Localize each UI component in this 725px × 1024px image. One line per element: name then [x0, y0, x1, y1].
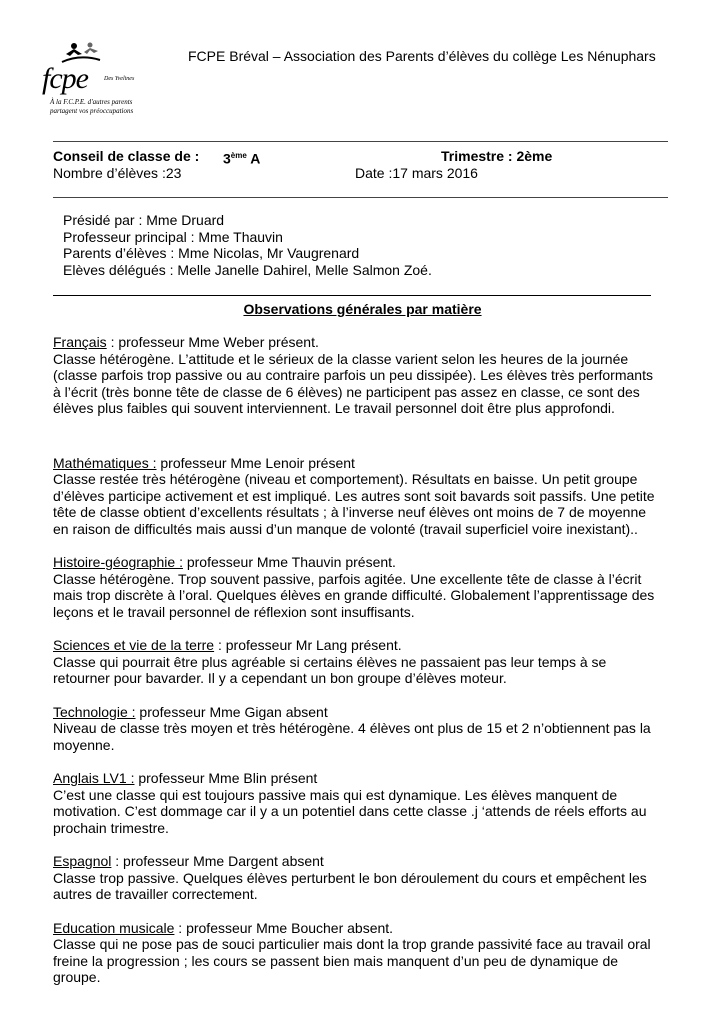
logo-slogan-line: partagent vos préoccupations	[50, 107, 134, 115]
section-heading	[53, 334, 693, 351]
section-education-musicale	[53, 920, 693, 986]
observation-line: leçons et le travail personnel de réflexion sont insuffisants.	[53, 603, 415, 620]
observations-heading-text: Observations générales par matière	[243, 301, 482, 317]
observation-line: à l’écrit (très bonne tête de classe de 6 élèves) ne participent pas assez en classe, ce sont des	[53, 383, 640, 400]
teacher-info: professeur Mme Blin présent	[134, 770, 318, 786]
parent-delegates: Parents d’élèves : Mme Nicolas, Mr Vaugrenard	[63, 245, 360, 261]
logo-slogan	[50, 98, 133, 116]
observation-line: prochain trimestre.	[53, 819, 169, 836]
section-technologie	[53, 704, 693, 754]
logo-wordmark: fcpe	[42, 62, 88, 95]
subject-name: Histoire-géographie :	[53, 554, 183, 570]
fcpe-logo	[40, 40, 160, 126]
section-heading	[53, 637, 693, 654]
logo-region: Des Yvelines	[104, 76, 135, 82]
classe-superscript: ème	[230, 151, 247, 160]
section-mathematiques	[53, 455, 693, 538]
subject-observations	[53, 334, 693, 986]
section-heading	[53, 554, 693, 571]
subject-name: Sciences et vie de la terre	[53, 637, 215, 653]
attendance-block	[63, 212, 432, 278]
subject-name: Mathématiques :	[53, 454, 157, 471]
observation-line: retourner pour bavarder. Il y a cependant un bon groupe d’élèves moteur.	[53, 670, 507, 686]
teacher-info: professeur Mme Lenoir présent	[156, 454, 355, 471]
section-heading	[53, 920, 693, 937]
observation-line: tête de classe obtient d’excellents résultats ; à l’inverse neuf élèves ont moins de 7 de moyenne	[53, 504, 647, 520]
trimestre: Trimestre : 2ème	[441, 148, 553, 164]
observation-line: Classe restée très hétérogène (niveau et comportement). Résultats en baisse. Un petit groupe	[53, 471, 638, 487]
observation-line: C’est une classe qui est toujours passive mais qui est dynamique. Les élèves manquent de	[53, 786, 618, 803]
subject-name: Espagnol	[53, 853, 112, 869]
section-espagnol	[53, 853, 693, 903]
president: Présidé par : Mme Druard	[63, 212, 225, 228]
subject-name: Anglais LV1 :	[53, 770, 135, 786]
student-delegates: Elèves délégués : Melle Janelle Dahirel, Melle Salmon Zoé.	[63, 261, 432, 278]
observation-line: Classe trop passive. Quelques élèves perturbent le bon déroulement du cours et empêchent les	[53, 869, 647, 886]
observation-line: élèves plus faibles qui souvent interviennent. Le travail personnel doit être plus approfondi.	[53, 400, 615, 416]
observations-heading	[0, 301, 725, 317]
section-heading	[53, 455, 693, 472]
meta-divider	[53, 197, 668, 198]
observation-line: autres de travailler correctement.	[53, 886, 258, 902]
main-teacher: Professeur principal : Mme Thauvin	[63, 228, 283, 245]
observation-line: mais trop discrète à l’oral. Quelques élèves en grande difficulté. Globalement l’apprentissage des	[53, 587, 655, 603]
observation-line: Classe qui pourrait être plus agréable si certains élèves ne passaient pas leur temps à se	[53, 653, 607, 670]
section-histoire-geographie	[53, 554, 693, 620]
teacher-info: : professeur Mme Weber présent.	[106, 334, 319, 350]
student-count: Nombre d’élèves :23	[53, 165, 182, 181]
meeting-date: Date :17 mars 2016	[355, 165, 478, 181]
conseil-label: Conseil de classe de :	[53, 148, 200, 164]
observation-line: freine la progression ; les cours se passent bien mais manquent d’un peu de dynamique de	[53, 952, 619, 969]
section-heading	[53, 770, 693, 787]
observation-line: Classe hétérogène. Trop souvent passive, parfois agitée. Une excellente tête de classe à l’écrit	[53, 570, 642, 587]
teacher-info: professeur Mme Thauvin présent.	[182, 554, 396, 570]
observation-line: Classe qui ne pose pas de souci particulier mais dont la trop grande passivité face au travail oral	[53, 936, 651, 952]
classe-name	[223, 148, 260, 167]
observation-line: d’élèves participe activement et est impliqué. Les autres sont soit bavards soit passifs. Une petite	[53, 487, 655, 504]
teacher-info: : professeur Mme Dargent absent	[111, 853, 324, 869]
subject-name: Education musicale	[53, 919, 175, 936]
presence-divider	[53, 295, 651, 296]
top-divider	[53, 141, 668, 142]
observation-line: groupe.	[53, 969, 101, 985]
section-heading	[53, 704, 693, 721]
section-svt	[53, 637, 693, 687]
teacher-info: professeur Mme Gigan absent	[135, 703, 328, 720]
subject-name: Français	[53, 334, 107, 350]
section-francais	[53, 334, 693, 417]
observation-line: Classe hétérogène. L’attitude et le sérieux de la classe varient selon les heures de la journée	[53, 350, 629, 367]
observation-line: (classe parfois trop passive ou au contraire parfois un peu dissipée). Les élèves très performants	[53, 367, 653, 383]
section-anglais	[53, 770, 693, 836]
subject-name: Technologie :	[53, 703, 136, 720]
section-heading	[53, 853, 693, 870]
logo-slogan-line: À la F.C.P.E. d'autres parents	[50, 98, 133, 106]
teacher-info: : professeur Mme Boucher absent.	[174, 919, 394, 936]
observation-line: Niveau de classe très moyen et très hétérogène. 4 élèves ont plus de 15 et 2 n’obtiennent pas la	[53, 720, 651, 736]
observation-line: motivation. C’est dommage car il y a un potentiel dans cette classe .j ‘attends de réels efforts au	[53, 803, 647, 819]
observation-line: en raison de difficultés mais aussi d’un manque de volonté (travail superficiel voire inexistant)..	[53, 520, 638, 537]
classe-number: 3	[223, 150, 231, 167]
classe-letter: A	[250, 150, 261, 167]
document-header: FCPE Bréval – Association des Parents d’élèves du collège Les Nénuphars	[188, 48, 656, 64]
teacher-info: : professeur Mr Lang présent.	[214, 637, 402, 653]
observation-line: moyenne.	[53, 736, 115, 753]
